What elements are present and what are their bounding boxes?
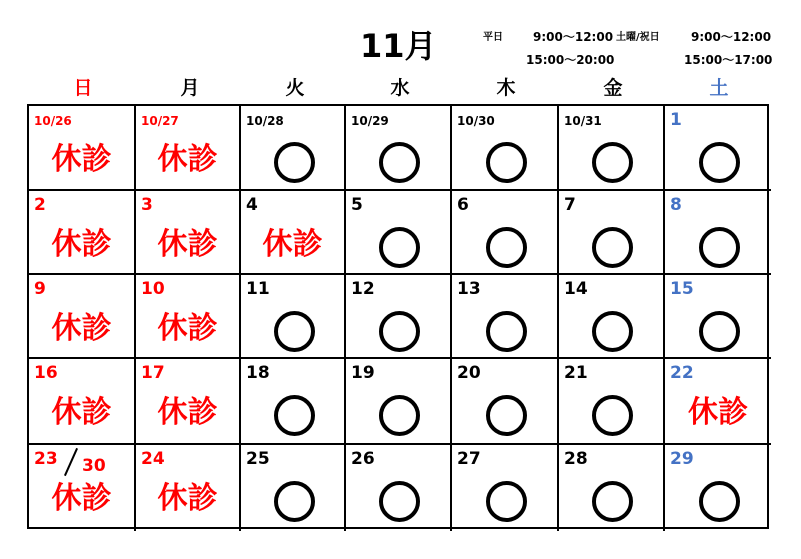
holiday-pm-hours: 15:00～17:00: [684, 53, 773, 67]
calendar-day-cell: [136, 275, 241, 359]
day-number-secondary: 30: [82, 456, 106, 476]
open-circle-icon: [699, 481, 740, 522]
weekday-friday: 金: [603, 77, 623, 99]
day-number: 3: [141, 195, 153, 215]
day-number: 10/31: [564, 114, 602, 128]
day-number: 21: [564, 363, 588, 383]
calendar-day-cell: [452, 106, 559, 191]
day-number: 15: [670, 279, 694, 299]
closed-label: 休診: [157, 142, 218, 177]
open-circle-icon: [274, 395, 315, 436]
date-slash-divider: [64, 448, 78, 476]
calendar-day-cell: [665, 445, 771, 531]
open-circle-icon: [592, 311, 633, 352]
day-number: 10/28: [246, 114, 284, 128]
closed-label: 休診: [51, 395, 112, 430]
open-circle-icon: [486, 395, 527, 436]
day-number: 10: [141, 279, 165, 299]
open-circle-icon: [379, 311, 420, 352]
calendar-day-cell: [346, 275, 452, 359]
day-number: 26: [351, 449, 375, 469]
day-number: 6: [457, 195, 469, 215]
calendar-day-cell: [136, 191, 241, 275]
day-number: 19: [351, 363, 375, 383]
weekday-saturday: 土: [709, 77, 729, 99]
weekday-hours-label: 平日: [483, 32, 503, 43]
day-number: 29: [670, 449, 694, 469]
calendar-day-cell: [29, 359, 136, 445]
weekday-thursday: 木: [496, 77, 516, 99]
holiday-am-hours: 9:00～12:00: [691, 30, 772, 44]
open-circle-icon: [379, 395, 420, 436]
open-circle-icon: [592, 142, 633, 183]
day-number: 17: [141, 363, 165, 383]
open-circle-icon: [699, 227, 740, 268]
calendar-day-cell: [29, 445, 136, 531]
day-number: 10/26: [34, 114, 72, 128]
day-number: 25: [246, 449, 270, 469]
open-circle-icon: [274, 142, 315, 183]
calendar-day-cell: [29, 106, 136, 191]
closed-label: 休診: [51, 227, 112, 262]
weekday-sunday: 日: [73, 77, 93, 99]
open-circle-icon: [486, 227, 527, 268]
calendar-day-cell: [136, 359, 241, 445]
day-number: 1: [670, 110, 682, 130]
calendar-day-cell: [241, 275, 346, 359]
closed-label: 休診: [157, 227, 218, 262]
open-circle-icon: [274, 311, 315, 352]
calendar-day-cell: [665, 359, 771, 445]
calendar-day-cell: [452, 275, 559, 359]
day-number: 28: [564, 449, 588, 469]
calendar-day-cell: [29, 275, 136, 359]
day-number: 10/30: [457, 114, 495, 128]
closed-label: 休診: [157, 481, 218, 516]
open-circle-icon: [592, 481, 633, 522]
day-number: 2: [34, 195, 46, 215]
closed-label: 休診: [262, 227, 323, 262]
day-number: 4: [246, 195, 258, 215]
day-number: 12: [351, 279, 375, 299]
day-number: 10/29: [351, 114, 389, 128]
closed-label: 休診: [157, 311, 218, 346]
calendar-day-cell: [346, 106, 452, 191]
day-number: 9: [34, 279, 46, 299]
calendar-day-cell: [346, 359, 452, 445]
calendar-day-cell: [665, 275, 771, 359]
calendar-day-cell: [665, 191, 771, 275]
calendar-grid: [27, 104, 769, 529]
day-number: 24: [141, 449, 165, 469]
open-circle-icon: [699, 311, 740, 352]
weekday-monday: 月: [180, 77, 200, 99]
open-circle-icon: [486, 142, 527, 183]
holiday-hours-label: 土曜/祝日: [616, 32, 660, 43]
weekday-pm-hours: 15:00～20:00: [526, 53, 615, 67]
calendar-day-cell: [241, 191, 346, 275]
day-number: 23: [34, 449, 58, 469]
open-circle-icon: [274, 481, 315, 522]
calendar-day-cell: [241, 359, 346, 445]
calendar-day-cell: [452, 191, 559, 275]
open-circle-icon: [486, 481, 527, 522]
calendar-day-cell: [29, 191, 136, 275]
page-title: 11月: [360, 27, 437, 65]
calendar-day-cell: [559, 191, 665, 275]
calendar-day-cell: [452, 445, 559, 531]
closed-label: 休診: [51, 142, 112, 177]
closed-label: 休診: [157, 395, 218, 430]
open-circle-icon: [379, 481, 420, 522]
weekday-am-hours: 9:00～12:00: [533, 30, 614, 44]
day-number: 5: [351, 195, 363, 215]
calendar-day-cell: [136, 106, 241, 191]
calendar-day-cell: [241, 106, 346, 191]
day-number: 27: [457, 449, 481, 469]
closed-label: 休診: [51, 481, 112, 516]
open-circle-icon: [486, 311, 527, 352]
day-number: 20: [457, 363, 481, 383]
calendar-day-cell: [346, 445, 452, 531]
day-number: 10/27: [141, 114, 179, 128]
day-number: 7: [564, 195, 576, 215]
open-circle-icon: [379, 227, 420, 268]
calendar-day-cell: [452, 359, 559, 445]
day-number: 11: [246, 279, 270, 299]
calendar-day-cell: [559, 445, 665, 531]
day-number: 14: [564, 279, 588, 299]
day-number: 13: [457, 279, 481, 299]
calendar-day-cell: [346, 191, 452, 275]
weekday-wednesday: 水: [390, 77, 410, 99]
day-number: 18: [246, 363, 270, 383]
calendar-day-cell: [559, 106, 665, 191]
calendar-day-cell: [665, 106, 771, 191]
open-circle-icon: [379, 142, 420, 183]
calendar-day-cell: [241, 445, 346, 531]
day-number: 22: [670, 363, 694, 383]
day-number: 8: [670, 195, 682, 215]
calendar-day-cell: [559, 359, 665, 445]
open-circle-icon: [592, 395, 633, 436]
day-number: 16: [34, 363, 58, 383]
open-circle-icon: [699, 142, 740, 183]
closed-label: 休診: [688, 395, 748, 430]
calendar-day-cell: [136, 445, 241, 531]
weekday-tuesday: 火: [285, 77, 305, 99]
calendar-day-cell: [559, 275, 665, 359]
open-circle-icon: [592, 227, 633, 268]
closed-label: 休診: [51, 311, 112, 346]
